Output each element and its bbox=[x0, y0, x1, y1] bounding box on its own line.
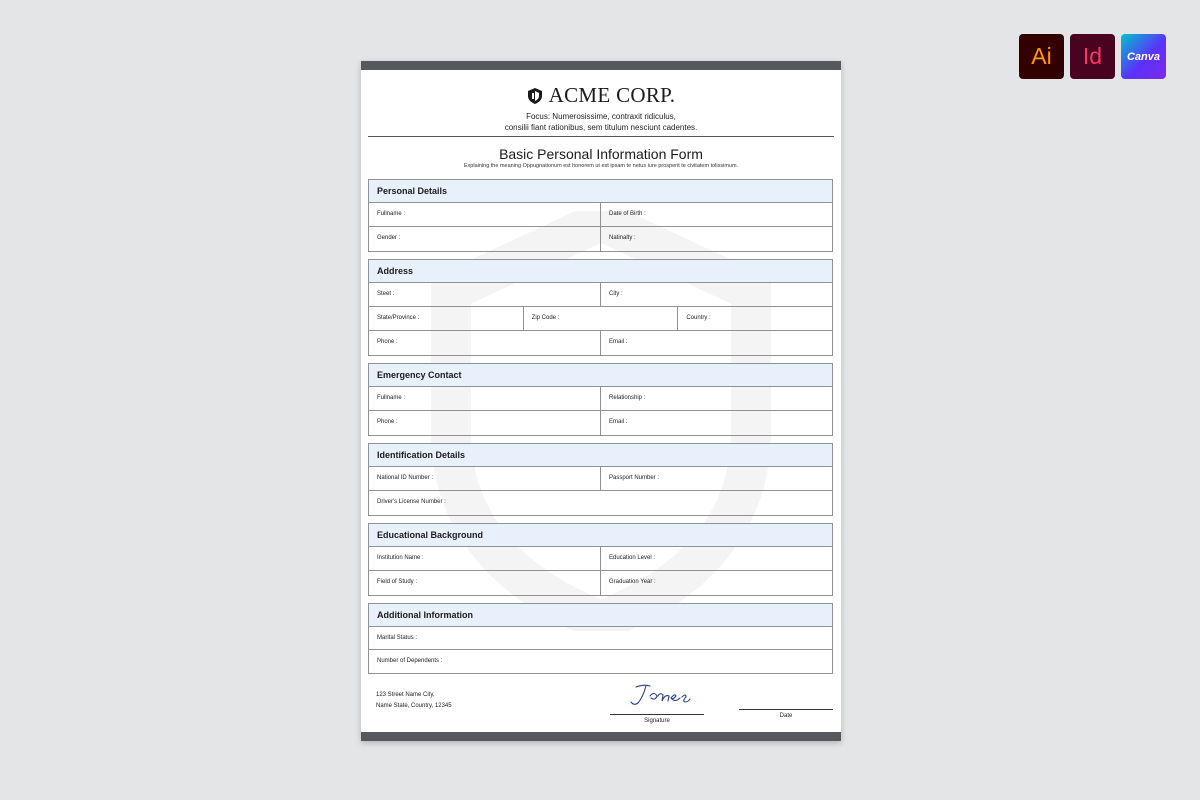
number-of-dependents-field[interactable]: Number of Dependents : bbox=[377, 658, 443, 664]
app-badges bbox=[1019, 34, 1166, 79]
date-label: Date bbox=[779, 713, 793, 719]
signature-label: Signature bbox=[644, 718, 670, 724]
date-block bbox=[739, 709, 833, 719]
date-line[interactable] bbox=[739, 709, 833, 710]
email-field[interactable]: Email : bbox=[609, 339, 628, 345]
section-educational-background bbox=[368, 523, 833, 596]
drivers-license-field[interactable]: Driver's License Number : bbox=[377, 499, 446, 505]
country-field[interactable]: Country : bbox=[686, 315, 711, 321]
canva-badge-label: Canva bbox=[1126, 50, 1161, 63]
form-row bbox=[369, 307, 832, 331]
date-of-birth-field[interactable]: Date of Birth : bbox=[609, 211, 646, 217]
form-title: Basic Personal Information Form bbox=[499, 146, 703, 162]
institution-name-field[interactable]: Institution Name : bbox=[369, 547, 601, 570]
form-row bbox=[369, 467, 832, 491]
handwritten-signature bbox=[610, 681, 704, 709]
brand bbox=[361, 83, 841, 108]
graduation-year-field[interactable]: Graduation Year : bbox=[609, 579, 656, 585]
phone-field[interactable]: Phone : bbox=[369, 331, 601, 355]
section-identification-details bbox=[368, 443, 833, 516]
marital-status-field[interactable]: Marital Status : bbox=[377, 635, 418, 641]
passport-number-field[interactable]: Passport Number : bbox=[609, 475, 660, 481]
form-row bbox=[369, 627, 832, 650]
state-province-field[interactable]: State/Province : bbox=[369, 307, 524, 330]
section-title: Personal Details bbox=[369, 180, 832, 203]
tagline-line-1: Focus: Numerosissime, contraxit ridiculus, bbox=[526, 112, 676, 121]
form-row bbox=[369, 571, 832, 595]
section-address bbox=[368, 259, 833, 356]
national-id-field[interactable]: National ID Number : bbox=[369, 467, 601, 490]
form-paper bbox=[361, 61, 841, 741]
form-row bbox=[369, 331, 832, 355]
section-emergency-contact bbox=[368, 363, 833, 436]
indesign-badge-label: Id bbox=[1082, 43, 1103, 69]
emergency-fullname-field[interactable]: Fullname : bbox=[369, 387, 601, 410]
section-additional-information bbox=[368, 603, 833, 674]
city-field[interactable]: City : bbox=[609, 291, 623, 297]
form-row bbox=[369, 650, 832, 673]
company-tagline bbox=[361, 111, 841, 133]
tagline-line-2: consilii fiant rationibus, sem titulum nesciunt cadentes. bbox=[504, 123, 698, 132]
company-header bbox=[361, 83, 841, 133]
form-row bbox=[369, 547, 832, 571]
section-title: Identification Details bbox=[369, 444, 832, 467]
emergency-phone-field[interactable]: Phone : bbox=[369, 411, 601, 435]
section-title: Educational Background bbox=[369, 524, 832, 547]
paper-top-bar bbox=[361, 61, 841, 70]
section-title: Emergency Contact bbox=[369, 364, 832, 387]
form-subtitle: Explaining the meaning Oppugnationum est honorem ut est ipsam te netus iure prosperit te civitatem tolissimum. bbox=[463, 163, 739, 169]
gender-field[interactable]: Gender : bbox=[369, 227, 601, 251]
address-line-1: 123 Street Name City, bbox=[376, 692, 435, 698]
field-of-study-field[interactable]: Field of Study : bbox=[369, 571, 601, 595]
illustrator-badge-label: Ai bbox=[1031, 43, 1052, 69]
emergency-email-field[interactable]: Email : bbox=[609, 419, 628, 425]
fullname-field[interactable]: Fullname : bbox=[369, 203, 601, 226]
form-row bbox=[369, 411, 832, 435]
nationality-field[interactable]: Natinalty : bbox=[609, 235, 636, 241]
form-row bbox=[369, 387, 832, 411]
section-title: Address bbox=[369, 260, 832, 283]
form-row bbox=[369, 283, 832, 307]
address-line-2: Name State, Country, 12345 bbox=[376, 703, 452, 709]
shield-logo-icon bbox=[527, 87, 543, 105]
company-name: ACME CORP. bbox=[548, 83, 676, 107]
header-divider bbox=[368, 136, 834, 137]
form-row bbox=[369, 491, 832, 515]
form-row bbox=[369, 227, 832, 251]
company-address bbox=[376, 690, 452, 712]
canva-badge-icon bbox=[1121, 34, 1166, 79]
signature-block bbox=[610, 681, 704, 724]
section-title: Additional Information bbox=[369, 604, 832, 627]
signature-line bbox=[610, 714, 704, 715]
relationship-field[interactable]: Relationship : bbox=[609, 395, 646, 401]
zip-code-field[interactable]: Zip Code : bbox=[524, 307, 679, 330]
education-level-field[interactable]: Education Level : bbox=[609, 555, 656, 561]
street-field[interactable]: Steet : bbox=[369, 283, 601, 306]
form-row bbox=[369, 203, 832, 227]
illustrator-badge-icon bbox=[1019, 34, 1064, 79]
indesign-badge-icon bbox=[1070, 34, 1115, 79]
paper-bottom-bar bbox=[361, 732, 841, 741]
section-personal-details bbox=[368, 179, 833, 252]
